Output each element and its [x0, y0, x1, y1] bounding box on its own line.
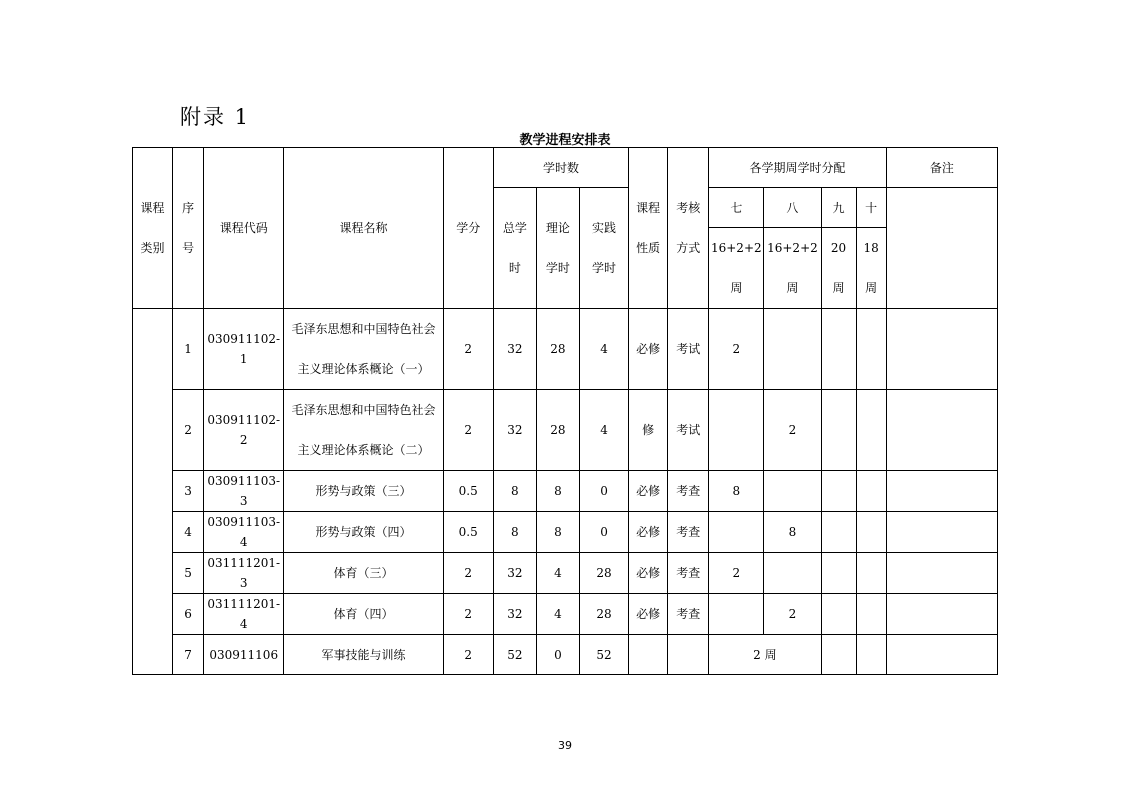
header-total-line1: 总学 [502, 221, 527, 235]
row-total: 52 [493, 635, 536, 675]
row-sem10 [856, 309, 886, 390]
header-sem10-weeks [856, 228, 886, 309]
header-sem8-weeks-line2: 周 [786, 281, 799, 295]
header-total-line2: 时 [508, 261, 521, 275]
row-seq: 1 [173, 309, 204, 390]
header-practice [579, 188, 628, 309]
header-category-line1: 课程 [140, 201, 165, 215]
row-seq: 6 [173, 594, 204, 635]
row-name: 体育（三） [284, 553, 443, 594]
row-assess: 考查 [668, 471, 709, 512]
header-theory-line1: 理论 [545, 221, 570, 235]
row-nature [629, 635, 668, 675]
row-code: 030911102-2 [204, 390, 284, 471]
header-category-line2: 类别 [140, 241, 165, 255]
row-seq: 3 [173, 471, 204, 512]
row-sem7: 2 [709, 553, 764, 594]
header-seq [173, 148, 204, 309]
row-practice: 0 [579, 471, 628, 512]
row-name [284, 390, 443, 471]
row-total: 8 [493, 512, 536, 553]
header-name: 课程名称 [284, 148, 443, 309]
row-assess: 考试 [668, 309, 709, 390]
row-assess: 考试 [668, 390, 709, 471]
row-name: 军事技能与训练 [284, 635, 443, 675]
row-assess: 考查 [668, 512, 709, 553]
header-sem10-weeks-line1: 18 [863, 241, 879, 255]
header-practice-line1: 实践 [592, 221, 617, 235]
header-remarks: 备注 [886, 148, 997, 188]
header-sem8-weeks-line1: 16+2+2 [767, 241, 818, 255]
row-nature: 必修 [629, 594, 668, 635]
header-code: 课程代码 [204, 148, 284, 309]
row-code: 030911103-4 [204, 512, 284, 553]
row-sem10 [856, 512, 886, 553]
row-sem9 [821, 309, 856, 390]
table-row [133, 390, 998, 471]
row-sem7: 2 [709, 309, 764, 390]
row-total: 8 [493, 471, 536, 512]
header-sem10-weeks-line2: 周 [865, 281, 878, 295]
row-practice: 0 [579, 512, 628, 553]
page-number: 39 [558, 739, 572, 752]
row-practice: 4 [579, 390, 628, 471]
row-remark [886, 309, 997, 390]
row-sem7: 2 周 [709, 635, 821, 675]
row-sem7: 8 [709, 471, 764, 512]
row-remark [886, 471, 997, 512]
row-sem8 [764, 309, 821, 390]
row-code: 030911106 [204, 635, 284, 675]
row-code: 030911103-3 [204, 471, 284, 512]
row-sem8: 2 [764, 594, 821, 635]
row-practice: 4 [579, 309, 628, 390]
table-title: 教学进程安排表 [519, 133, 611, 148]
row-sem7 [709, 512, 764, 553]
table-row [133, 635, 998, 675]
row-code: 030911102-1 [204, 309, 284, 390]
row-theory: 0 [536, 635, 579, 675]
header-seq-line1: 序 [182, 201, 195, 215]
row-sem7 [709, 594, 764, 635]
row-credits: 0.5 [443, 512, 493, 553]
row-sem8: 8 [764, 512, 821, 553]
row-remark [886, 594, 997, 635]
row-code: 031111201-4 [204, 594, 284, 635]
row-theory: 4 [536, 594, 579, 635]
row-credits: 2 [443, 390, 493, 471]
row-sem10 [856, 390, 886, 471]
teaching-schedule-table [132, 147, 998, 675]
row-practice: 52 [579, 635, 628, 675]
header-practice-line2: 学时 [592, 261, 617, 275]
header-assess-line2: 方式 [676, 241, 701, 255]
row-theory: 28 [536, 309, 579, 390]
row-seq: 2 [173, 390, 204, 471]
table-row [133, 512, 998, 553]
row-theory: 8 [536, 471, 579, 512]
row-credits: 2 [443, 309, 493, 390]
header-credits: 学分 [443, 148, 493, 309]
header-seq-line2: 号 [182, 241, 195, 255]
header-sem9-weeks-line2: 周 [832, 281, 845, 295]
header-total [493, 188, 536, 309]
header-sem10: 十 [856, 188, 886, 228]
row-nature: 必修 [629, 471, 668, 512]
row-name-line1: 毛泽东思想和中国特色社会 [291, 322, 436, 336]
header-sem7-weeks-line2: 周 [730, 281, 743, 295]
row-credits: 2 [443, 635, 493, 675]
row-sem9 [821, 390, 856, 471]
header-nature-line1: 课程 [636, 201, 661, 215]
header-sem9-weeks-line1: 20 [830, 241, 847, 255]
header-assess-line1: 考核 [676, 201, 701, 215]
appendix-label: 附录 1 [180, 105, 251, 129]
row-sem10 [856, 635, 886, 675]
row-total: 32 [493, 553, 536, 594]
row-practice: 28 [579, 553, 628, 594]
row-name-line1: 毛泽东思想和中国特色社会 [291, 403, 436, 417]
row-sem8 [764, 553, 821, 594]
row-total: 32 [493, 594, 536, 635]
row-seq: 5 [173, 553, 204, 594]
header-remarks-blank [886, 188, 997, 309]
row-seq: 7 [173, 635, 204, 675]
row-name-line2: 主义理论体系概论（二） [297, 443, 430, 457]
header-hours: 学时数 [493, 148, 628, 188]
header-assess [668, 148, 709, 309]
header-row-1 [133, 148, 998, 188]
table-row [133, 553, 998, 594]
header-sem7-weeks-line1: 16+2+2 [710, 241, 762, 255]
table-row [133, 309, 998, 390]
row-practice: 28 [579, 594, 628, 635]
header-nature-line2: 性质 [636, 241, 661, 255]
header-sem7-weeks [709, 228, 764, 309]
row-assess [668, 635, 709, 675]
row-sem8: 2 [764, 390, 821, 471]
header-sem8-weeks [764, 228, 821, 309]
row-sem9 [821, 553, 856, 594]
row-remark [886, 553, 997, 594]
row-total: 32 [493, 390, 536, 471]
row-assess: 考查 [668, 594, 709, 635]
header-sem9: 九 [821, 188, 856, 228]
category-cell-empty [133, 309, 173, 675]
row-nature: 必修 [629, 309, 668, 390]
row-name-line2: 主义理论体系概论（一） [297, 362, 430, 376]
row-theory: 4 [536, 553, 579, 594]
table-row [133, 594, 998, 635]
row-total: 32 [493, 309, 536, 390]
row-nature: 必修 [629, 553, 668, 594]
row-sem7 [709, 390, 764, 471]
row-name [284, 309, 443, 390]
header-sem8: 八 [764, 188, 821, 228]
row-sem9 [821, 635, 856, 675]
row-credits: 2 [443, 553, 493, 594]
header-sem9-weeks [821, 228, 856, 309]
table-row [133, 471, 998, 512]
row-sem9 [821, 512, 856, 553]
row-name: 体育（四） [284, 594, 443, 635]
header-theory-line2: 学时 [545, 261, 570, 275]
row-sem9 [821, 594, 856, 635]
row-remark [886, 635, 997, 675]
row-name: 形势与政策（三） [284, 471, 443, 512]
row-sem10 [856, 553, 886, 594]
row-remark [886, 512, 997, 553]
row-sem10 [856, 594, 886, 635]
row-sem8 [764, 471, 821, 512]
row-seq: 4 [173, 512, 204, 553]
header-theory [536, 188, 579, 309]
header-nature [629, 148, 668, 309]
row-remark [886, 390, 997, 471]
row-sem10 [856, 471, 886, 512]
row-credits: 0.5 [443, 471, 493, 512]
row-sem9 [821, 471, 856, 512]
row-code: 031111201-3 [204, 553, 284, 594]
row-assess: 考查 [668, 553, 709, 594]
header-category [133, 148, 173, 309]
header-distribution: 各学期周学时分配 [709, 148, 886, 188]
row-theory: 28 [536, 390, 579, 471]
row-nature: 必修 [629, 512, 668, 553]
header-sem7: 七 [709, 188, 764, 228]
row-nature: 修 [629, 390, 668, 471]
row-name: 形势与政策（四） [284, 512, 443, 553]
row-theory: 8 [536, 512, 579, 553]
row-credits: 2 [443, 594, 493, 635]
